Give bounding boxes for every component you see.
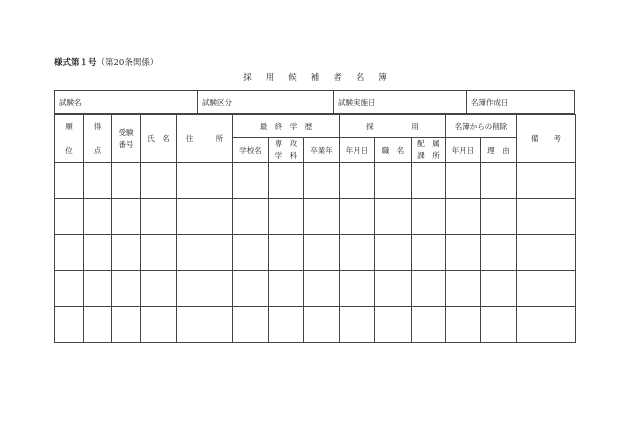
table-cell[interactable] — [269, 163, 304, 199]
form-reference: （第20条関係） — [96, 58, 159, 68]
table-cell[interactable] — [177, 235, 233, 271]
table-cell[interactable] — [446, 271, 481, 307]
table-cell[interactable] — [412, 271, 446, 307]
table-cell[interactable] — [269, 271, 304, 307]
table-cell[interactable] — [481, 307, 517, 343]
table-cell[interactable] — [446, 163, 481, 199]
table-cell[interactable] — [177, 199, 233, 235]
table-cell[interactable] — [340, 235, 375, 271]
exam-name-label: 試験名 — [59, 98, 82, 107]
header-major: 専 攻 学 科 — [269, 138, 304, 163]
header-hire-date: 年月日 — [340, 138, 375, 163]
table-cell[interactable] — [141, 163, 177, 199]
table-cell[interactable] — [375, 307, 412, 343]
header-removal-reason: 理 由 — [481, 138, 517, 163]
table-cell[interactable] — [269, 307, 304, 343]
table-cell[interactable] — [375, 271, 412, 307]
table-cell[interactable] — [412, 199, 446, 235]
table-cell[interactable] — [269, 199, 304, 235]
table-cell[interactable] — [233, 307, 269, 343]
header-name: 氏 名 — [141, 115, 177, 163]
header-address: 住 所 — [177, 115, 233, 163]
table-cell[interactable] — [233, 271, 269, 307]
table-cell[interactable] — [84, 307, 112, 343]
table-cell[interactable] — [304, 235, 340, 271]
header-graduation-year: 卒業年 — [304, 138, 340, 163]
table-cell[interactable] — [340, 199, 375, 235]
table-cell[interactable] — [304, 307, 340, 343]
table-cell[interactable] — [481, 163, 517, 199]
table-cell[interactable] — [446, 235, 481, 271]
table-cell[interactable] — [517, 307, 576, 343]
form-number — [54, 56, 158, 68]
exam-category-label: 試験区分 — [202, 98, 232, 107]
header-hiring-group: 採 用 — [340, 115, 446, 138]
table-cell[interactable] — [177, 271, 233, 307]
table-cell[interactable] — [340, 307, 375, 343]
table-cell[interactable] — [55, 199, 84, 235]
table-cell[interactable] — [481, 235, 517, 271]
table-cell[interactable] — [141, 307, 177, 343]
table-cell[interactable] — [517, 271, 576, 307]
header-exam-number: 受験 番号 — [112, 115, 141, 163]
table-cell[interactable] — [269, 235, 304, 271]
header-rank: 順 位 — [55, 115, 84, 163]
table-cell[interactable] — [375, 163, 412, 199]
table-cell[interactable] — [55, 235, 84, 271]
table-cell[interactable] — [304, 199, 340, 235]
roster-body — [55, 163, 576, 343]
table-cell[interactable] — [304, 271, 340, 307]
exam-name-cell[interactable] — [55, 91, 198, 113]
header-education-group: 最 終 学 歴 — [233, 115, 340, 138]
exam-date-label: 試験実施日 — [338, 98, 376, 107]
table-row — [55, 163, 576, 199]
table-cell[interactable] — [177, 307, 233, 343]
table-cell[interactable] — [412, 307, 446, 343]
table-cell[interactable] — [141, 199, 177, 235]
table-cell[interactable] — [112, 307, 141, 343]
header-removal-date: 年月日 — [446, 138, 481, 163]
table-cell[interactable] — [517, 199, 576, 235]
table-cell[interactable] — [412, 235, 446, 271]
table-cell[interactable] — [55, 271, 84, 307]
header-assignment: 配 属 課 所 — [412, 138, 446, 163]
table-cell[interactable] — [340, 163, 375, 199]
table-row — [55, 307, 576, 343]
roster-date-label: 名簿作成日 — [471, 98, 509, 107]
candidate-roster-table — [54, 114, 576, 343]
table-cell[interactable] — [112, 235, 141, 271]
table-cell[interactable] — [233, 235, 269, 271]
header-position: 職 名 — [375, 138, 412, 163]
header-remarks: 備 考 — [517, 115, 576, 163]
table-row — [55, 199, 576, 235]
table-cell[interactable] — [112, 199, 141, 235]
header-row-1 — [55, 115, 576, 138]
table-cell[interactable] — [112, 271, 141, 307]
header-removal-group: 名簿からの削除 — [446, 115, 517, 138]
table-cell[interactable] — [340, 271, 375, 307]
table-cell[interactable] — [141, 271, 177, 307]
table-row — [55, 271, 576, 307]
table-cell[interactable] — [84, 235, 112, 271]
table-cell[interactable] — [84, 163, 112, 199]
exam-date-cell[interactable] — [334, 91, 467, 113]
table-cell[interactable] — [446, 307, 481, 343]
table-cell[interactable] — [446, 199, 481, 235]
table-cell[interactable] — [84, 199, 112, 235]
table-cell[interactable] — [55, 163, 84, 199]
form-number-label: 様式第１号 — [54, 58, 97, 68]
table-cell[interactable] — [481, 199, 517, 235]
table-cell[interactable] — [481, 271, 517, 307]
table-cell[interactable] — [375, 199, 412, 235]
document-title: 採用候補者名簿 — [243, 73, 401, 83]
exam-category-cell[interactable] — [198, 91, 334, 113]
table-cell[interactable] — [233, 199, 269, 235]
table-cell[interactable] — [55, 307, 84, 343]
header-school: 学校名 — [233, 138, 269, 163]
table-cell[interactable] — [375, 235, 412, 271]
table-row — [55, 235, 576, 271]
table-cell[interactable] — [141, 235, 177, 271]
table-cell[interactable] — [177, 163, 233, 199]
table-cell[interactable] — [412, 163, 446, 199]
table-cell[interactable] — [304, 163, 340, 199]
table-cell[interactable] — [233, 163, 269, 199]
table-cell[interactable] — [517, 163, 576, 199]
roster-date-cell[interactable] — [467, 91, 574, 113]
header-score: 得 点 — [84, 115, 112, 163]
table-cell[interactable] — [517, 235, 576, 271]
table-cell[interactable] — [112, 163, 141, 199]
table-cell[interactable] — [84, 271, 112, 307]
exam-info-row — [54, 90, 575, 114]
